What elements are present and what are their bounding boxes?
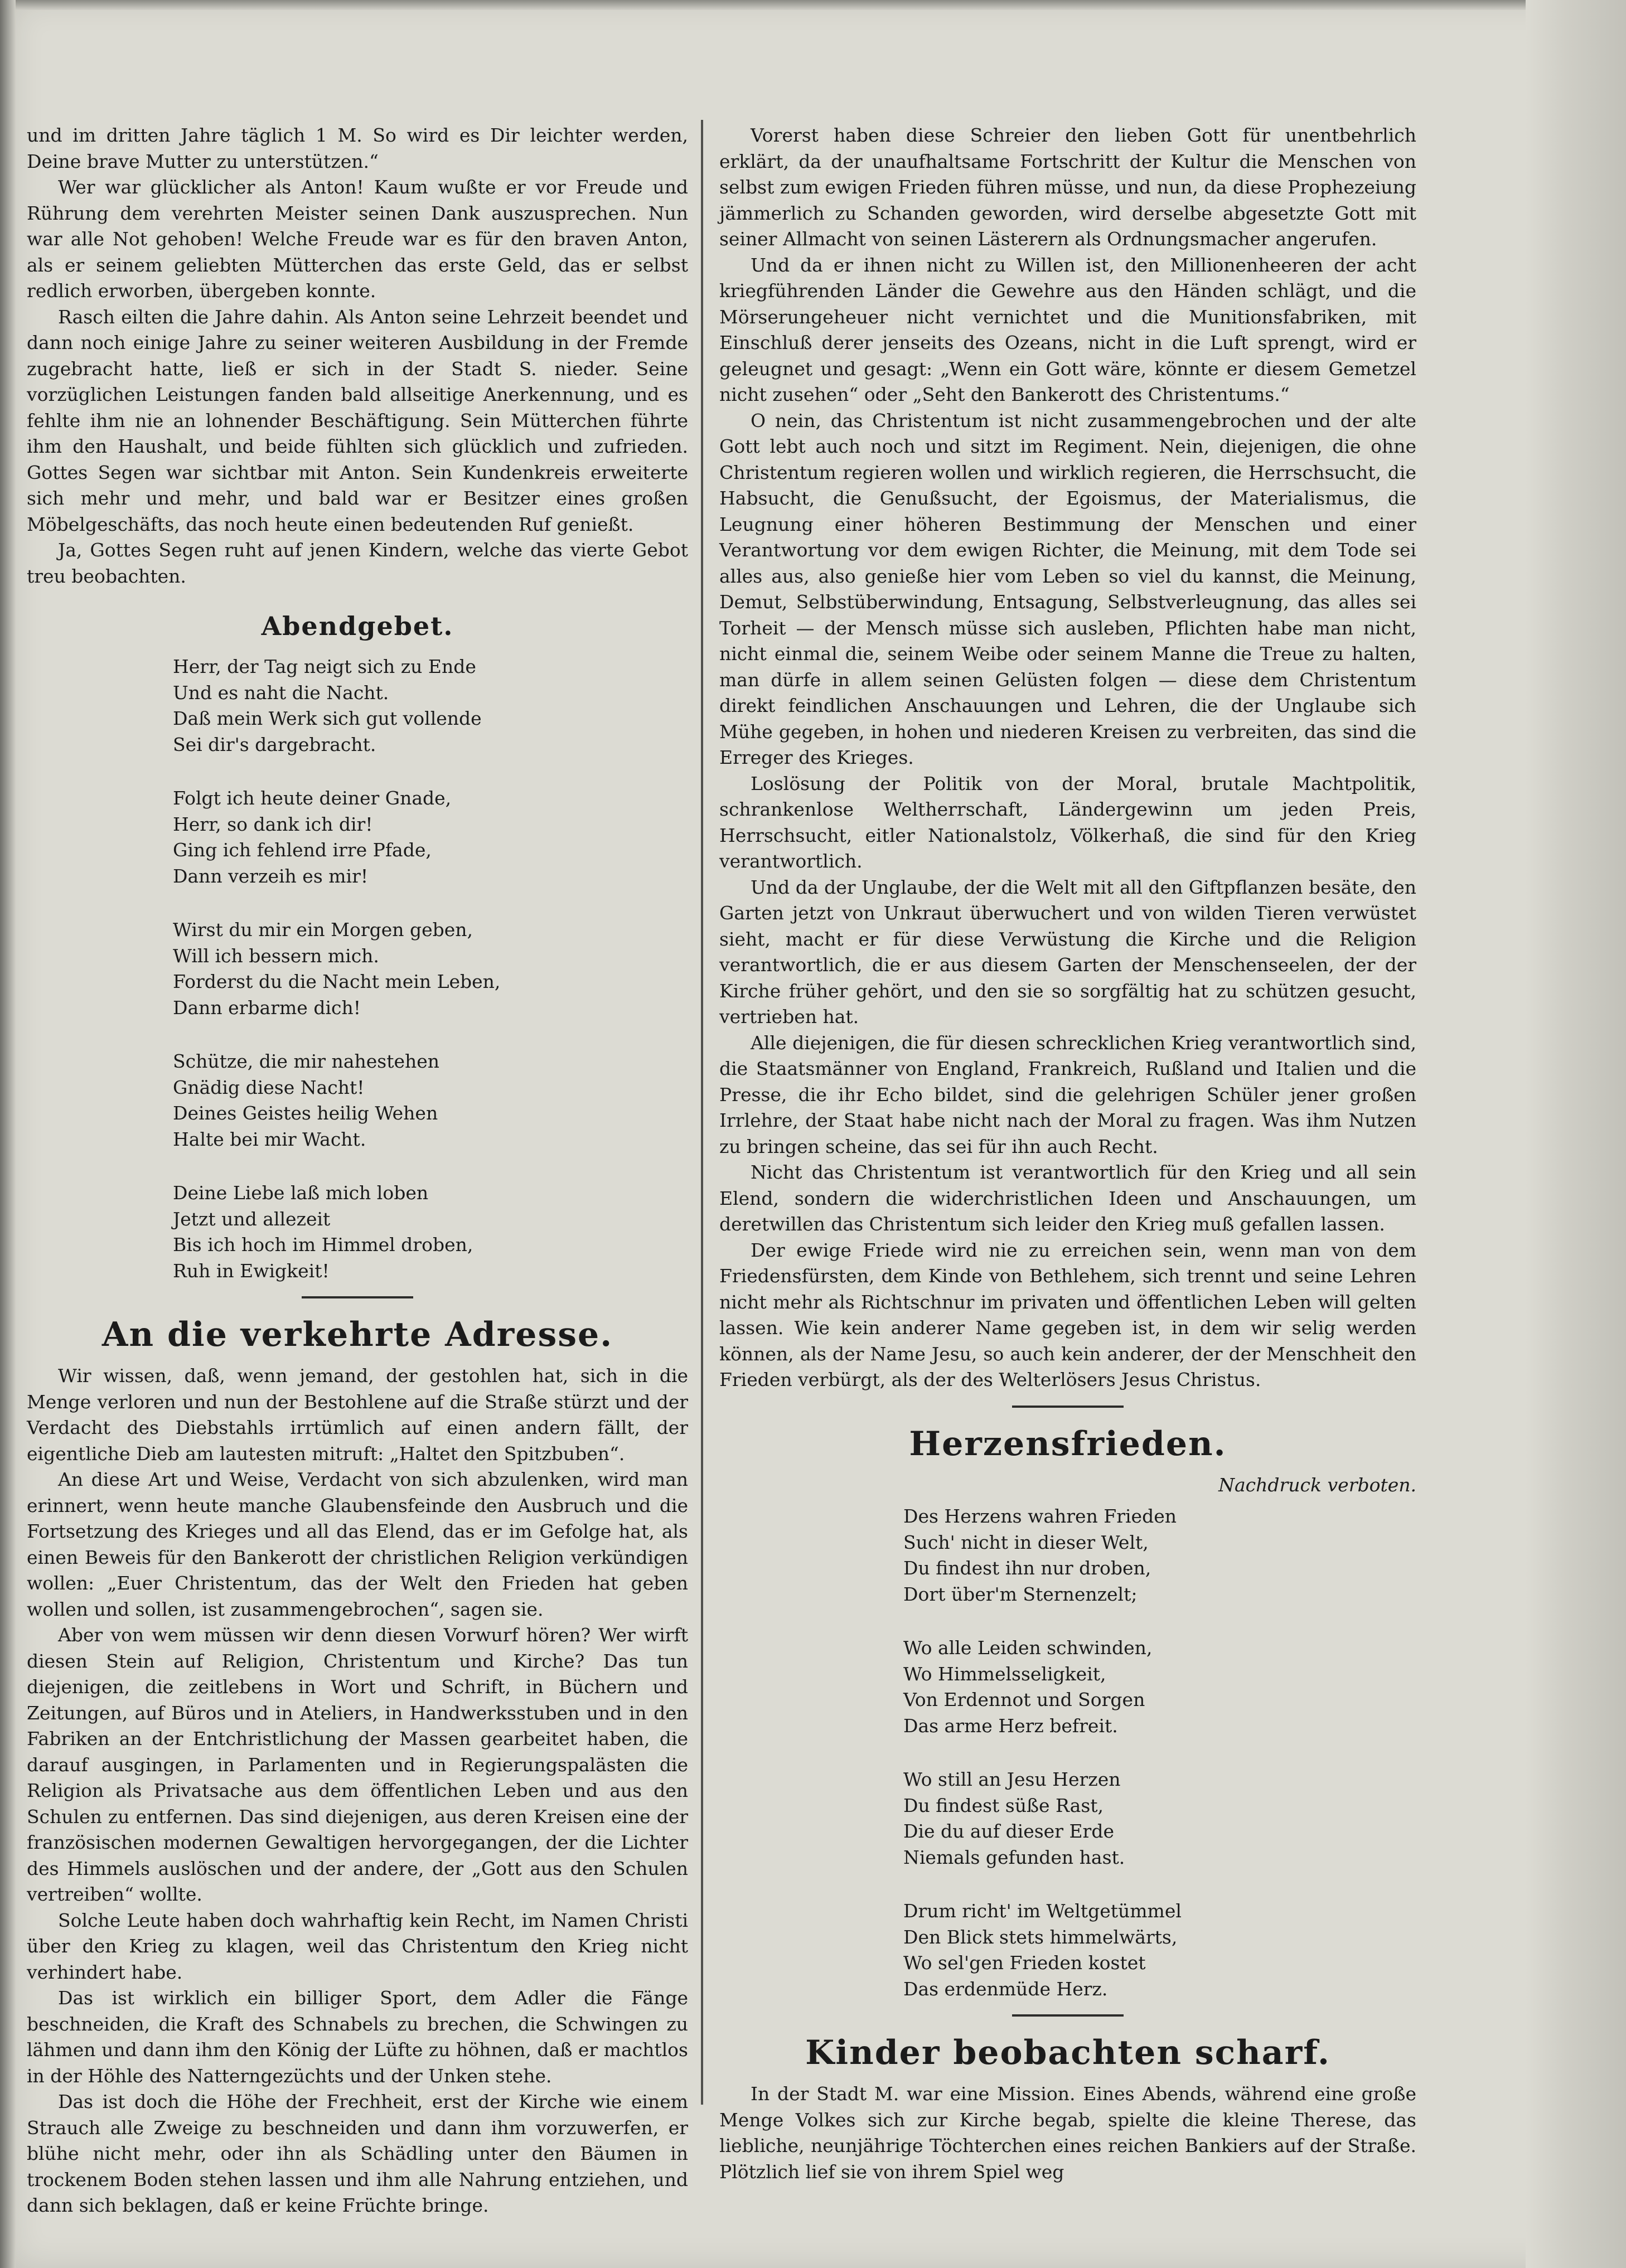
poem-line: Such' nicht in dieser Welt, (903, 1531, 1149, 1553)
poem-title-abendgebet: Abendgebet. (261, 611, 454, 641)
story-continuation (27, 123, 688, 589)
poem-line: Sei dir's dargebracht. (173, 733, 376, 755)
poem-line: Und es naht die Nacht. (173, 681, 389, 704)
section-rule (1012, 2014, 1124, 2017)
poem-line: Deine Liebe laß mich loben (173, 1182, 429, 1204)
poem-line: Ruh in Ewigkeit! (173, 1259, 330, 1282)
poem-line: Folgt ich heute deiner Gnade, (173, 787, 452, 809)
poem-herzensfrieden (719, 1504, 1416, 2002)
paragraph: O nein, das Christentum ist nicht zusammengebrochen und der alte Gott lebt auch noch und sitzt im Regiment. Nein, diejenigen, die ohne Christentum regieren wollen und wirklich regieren, die Herrschsucht, die Habsucht, die Genußsucht, der Egoismus, der Materialismus, die Leugnung einer höheren Bestimmung der Menschen und einer Verantwortung vor dem ewigen Richter, die Meinung, mit dem Tode sei alles aus, also genieße hier vom Leben so viel du kannst, die Meinung, Demut, Selbstüberwindung, Entsagung, Selbstverleugnung, das alles sei Torheit — der Mensch müsse sich ausleben, Pflichten habe man nicht, nicht einmal die, seinem Weibe oder seinem Manne die Treue zu halten, man dürfe in allem seinen Gelüsten folgen — diese dem Christentum direkt feindlichen Anschauungen und Lehren, die der Unglaube sich Mühe gegeben, in hohen und niederen Kreisen zu verbreiten, das sind die Erreger des Krieges. (719, 409, 1416, 768)
paragraph: Das ist wirklich ein billiger Sport, dem Adler die Fänge beschneiden, die Kraft des Schnabels zu brechen, die Schwingen zu lähmen und dann ihm den König der Lüfte zu höhnen, daß er machtlos in der Höhle des Natterngezüchts und der Unken stehe. (27, 1987, 688, 2087)
poem-line: Bis ich hoch im Himmel droben, (173, 1234, 473, 1256)
poem-line: Du findest süße Rast, (903, 1794, 1104, 1816)
reprint-notice: Nachdruck verboten. (1218, 1474, 1416, 1496)
poem-stanza (27, 917, 688, 1021)
story-kinder (719, 2081, 1416, 2185)
paragraph: Ja, Gottes Segen ruht auf jenen Kindern, welche das vierte Gebot treu beobachten. (27, 539, 688, 587)
poem-line: Das erdenmüde Herz. (903, 1978, 1108, 2000)
poem-line: Herr, so dank ich dir! (173, 813, 373, 835)
paragraph: Wir wissen, daß, wenn jemand, der gestohlen hat, sich in die Menge verloren und nun der Bestohlene auf die Straße stürzt und der Verdacht des Diebstahls irrtümlich auf einen andern fällt, der eigentliche Dieb am lautesten mitruft: „Haltet den Spitzbuben“. (27, 1365, 688, 1465)
paragraph: Aber von wem müssen wir denn diesen Vorwurf hören? Wer wirft diesen Stein auf Religion, Christentum und Kirche? Das tun diejenigen, die zeitlebens in Wort und Schrift, in Büchern und Zeitungen, auf Büros und in Ateliers, in Handwerksstuben und in den Fabriken an der Entchristlichung der Massen gearbeitet haben, die darauf ausgingen, in Parlamenten und in Regierungspalästen die Religion als Privatsache aus dem öffentlichen Leben und aus den Schulen zu entfernen. Das sind diejenigen, aus deren Kreisen eine der französischen modernen Gewaltigen hervorgegangen, der die Lichter des Himmels auslöschen und der andere, der „Gott aus den Schulen vertreiben“ wollte. (27, 1624, 688, 1905)
poem-line: Deines Geistes heilig Wehen (173, 1102, 438, 1124)
poem-line: Jetzt und allezeit (173, 1208, 331, 1230)
poem-stanza (27, 1049, 688, 1152)
story-title-kinder: Kinder beobachten scharf. (805, 2033, 1330, 2072)
poem-line: Ging ich fehlend irre Pfade, (173, 839, 432, 861)
poem-line: Will ich bessern mich. (173, 944, 379, 967)
poem-line: Den Blick stets himmelwärts, (903, 1926, 1178, 1948)
page-edge-top (0, 0, 1626, 10)
poem-stanza (27, 1180, 688, 1284)
paragraph: Das ist doch die Höhe der Frechheit, erst der Kirche wie einem Strauch alle Zweige zu beschneiden und dann ihm vorzuwerfen, er blühe nicht mehr, oder ihn als Schädling unter den Bäumen in trockenem Boden stehen lassen und ihm alle Nahrung entziehen, und dann sich beklagen, daß er keine Früchte bringe. (27, 2091, 688, 2216)
paragraph: Und da der Unglaube, der die Welt mit all den Giftpflanzen besäte, den Garten jetzt von Unkraut überwuchert und von wilden Tieren verwüstet sieht, macht er für diese Verwüstung die Kirche und die Religion verantwortlich, die er aus diesem Garten der Menschenseelen, der der Kirche früher gehört, und den sie so sorgfältig hat zu schützen gesucht, vertrieben hat. (719, 876, 1416, 1028)
poem-line: Schütze, die mir nahestehen (173, 1050, 440, 1072)
column-divider (701, 120, 703, 2105)
paragraph: Und da er ihnen nicht zu Willen ist, den Millionenheeren der acht kriegführenden Länder die Gewehre aus den Händen schlägt, und die Mörserungeheuer nicht vernichtet und die Munitionsfabriken, mit Einschluß derer jenseits des Ozeans, nicht in die Luft sprengt, wird er geleugnet und gesagt: „Wenn ein Gott wäre, könnte er diesem Gemetzel nicht zusehen“ oder „Seht den Bankerott des Christentums.“ (719, 254, 1416, 405)
page-margin-right (1526, 0, 1626, 2268)
section-rule (1012, 1406, 1124, 1408)
paragraph: Alle diejenigen, die für diesen schrecklichen Krieg verantwortlich sind, die Staatsmänner von England, Frankreich, Rußland und Italien und die Presse, die ihr Echo bildet, sind die gelehrigen Schüler jener großen Irrlehre, der Staat habe nicht nach der Moral zu fragen. Was ihm Nutzen zu bringen scheine, das sei für ihn auch Recht. (719, 1031, 1416, 1157)
article-title-verkehrte-adresse: An die verkehrte Adresse. (101, 1315, 613, 1354)
article-continuation (719, 123, 1416, 1393)
poem-line: Wirst du mir ein Morgen geben, (173, 919, 473, 941)
paragraph: Wer war glücklicher als Anton! Kaum wußte er vor Freude und Rührung dem verehrten Meister seinen Dank auszusprechen. Nun war alle Not gehoben! Welche Freude war es für den braven Anton, als er seinem geliebten Mütterchen das erste Geld, das er selbst redlich erworben, übergeben konnte. (27, 176, 688, 302)
right-column (719, 123, 1416, 2185)
paragraph: Nicht das Christentum ist verantwortlich für den Krieg und all sein Elend, sondern die widerchristlichen Ideen und Anschauungen, um deretwillen das Christentum sich leider den Krieg muß gefallen lassen. (719, 1161, 1416, 1235)
poem-line: Von Erdennot und Sorgen (903, 1689, 1145, 1710)
poem-stanza (719, 1898, 1416, 2002)
poem-stanza (719, 1635, 1416, 1739)
paragraph: Solche Leute haben doch wahrhaftig kein Recht, im Namen Christi über den Krieg zu klagen, weil das Christentum den Krieg nicht verhindert habe. (27, 1909, 688, 1983)
paragraph: Loslösung der Politik von der Moral, brutale Machtpolitik, schrankenlose Weltherrschaft, Ländergewinn um jeden Preis, Herrschsucht, eitler Nationalstolz, Völkerhaß, die sind für den Krieg verantwortlich. (719, 772, 1416, 872)
poem-line: Daß mein Werk sich gut vollende (173, 707, 482, 729)
poem-line: Gnädig diese Nacht! (173, 1076, 365, 1098)
poem-line: Drum richt' im Weltgetümmel (903, 1900, 1182, 1922)
page-edge-left (0, 0, 16, 2268)
poem-line: Wo sel'gen Frieden kostet (903, 1952, 1146, 1974)
poem-stanza (719, 1767, 1416, 1870)
poem-line: Das arme Herz befreit. (903, 1714, 1118, 1737)
poem-stanza (27, 786, 688, 889)
paragraph: Rasch eilten die Jahre dahin. Als Anton seine Lehrzeit beendet und dann noch einige Jahre zu seiner weiteren Ausbildung in der Fremde zugebracht hatte, ließ er sich in der Stadt S. nieder. Seine vorzüglichen Leistungen fanden bald allseitige Anerkennung, und es fehlte ihm nie an lohnender Beschäftigung. Sein Mütterchen führte ihm den Haushalt, und beide fühlten sich glücklich und zufrieden. Gottes Segen war sichtbar mit Anton. Sein Kundenkreis erweiterte sich mehr und mehr, und bald war er Besitzer eines großen Möbelgeschäfts, das noch heute einen bedeutenden Ruf genießt. (27, 306, 688, 535)
poem-stanza (719, 1504, 1416, 1607)
poem-line: Die du auf dieser Erde (903, 1820, 1114, 1842)
poem-line: Wo alle Leiden schwinden, (903, 1637, 1153, 1659)
poem-line: Herr, der Tag neigt sich zu Ende (173, 656, 476, 677)
poem-line: Halte bei mir Wacht. (173, 1128, 366, 1150)
section-rule (302, 1296, 413, 1298)
poem-stanza (27, 654, 688, 758)
poem-line: Des Herzens wahren Frieden (903, 1505, 1177, 1527)
poem-line: Niemals gefunden hast. (903, 1846, 1125, 1868)
poem-line: Wo Himmelsseligkeit, (903, 1663, 1106, 1685)
poem-line: Du findest ihn nur droben, (903, 1557, 1151, 1579)
poem-line: Dann verzeih es mir! (173, 865, 369, 887)
poem-title-herzensfrieden: Herzensfrieden. (909, 1424, 1227, 1463)
paragraph: Vorerst haben diese Schreier den lieben Gott für unentbehrlich erklärt, da der unaufhaltsame Fortschritt der Kultur die Menschen von selbst zum ewigen Frieden führen müsse, und nun, da diese Prophezeiung jämmerlich zu Schanden geworden, wird derselbe abgesetzte Gott mit seiner Allmacht von seinen Lästerern als Ordnungsmacher angerufen. (719, 124, 1416, 250)
paragraph: In der Stadt M. war eine Mission. Eines Abends, während eine große Menge Volkes sich zur Kirche begab, spielte die kleine Therese, das liebliche, neunjährige Töchterchen eines reichen Bankiers auf der Straße. Plötzlich lief sie von ihrem Spiel weg (719, 2083, 1416, 2183)
poem-line: Dann erbarme dich! (173, 996, 361, 1019)
article-verkehrte-adresse (27, 1363, 688, 2219)
poem-line: Forderst du die Nacht mein Leben, (173, 971, 501, 992)
paragraph: An diese Art und Weise, Verdacht von sich abzulenken, wird man erinnert, wenn heute manche Glaubensfeinde den Ausbruch und die Fortsetzung des Krieges und all das Elend, das er im Gefolge hat, als einen Beweis für den Bankerott der christlichen Religion verkündigen wollen: „Euer Christentum, das der Welt den Frieden hat geben wollen und sollen, ist zusammengebrochen“, sagen sie. (27, 1469, 688, 1620)
paragraph: Der ewige Friede wird nie zu erreichen sein, wenn man von dem Friedensfürsten, dem Kinde von Bethlehem, sich trennt und seine Lehren nicht mehr als Richtschnur im privaten und öffentlichen Leben will gelten lassen. Wie kein anderer Name gegeben ist, in dem wir selig werden können, als der Name Jesu, so auch kein anderer, der der Menschheit den Frieden verbürgt, als der des Welterlösers Jesus Christus. (719, 1239, 1416, 1390)
poem-line: Dort über'm Sternenzelt; (903, 1583, 1138, 1605)
left-column (27, 123, 688, 2219)
paragraph: und im dritten Jahre täglich 1 M. So wird es Dir leichter werden, Deine brave Mutter zu unterstützen.“ (27, 124, 688, 172)
poem-abendgebet (27, 654, 688, 1284)
poem-line: Wo still an Jesu Herzen (903, 1768, 1121, 1790)
